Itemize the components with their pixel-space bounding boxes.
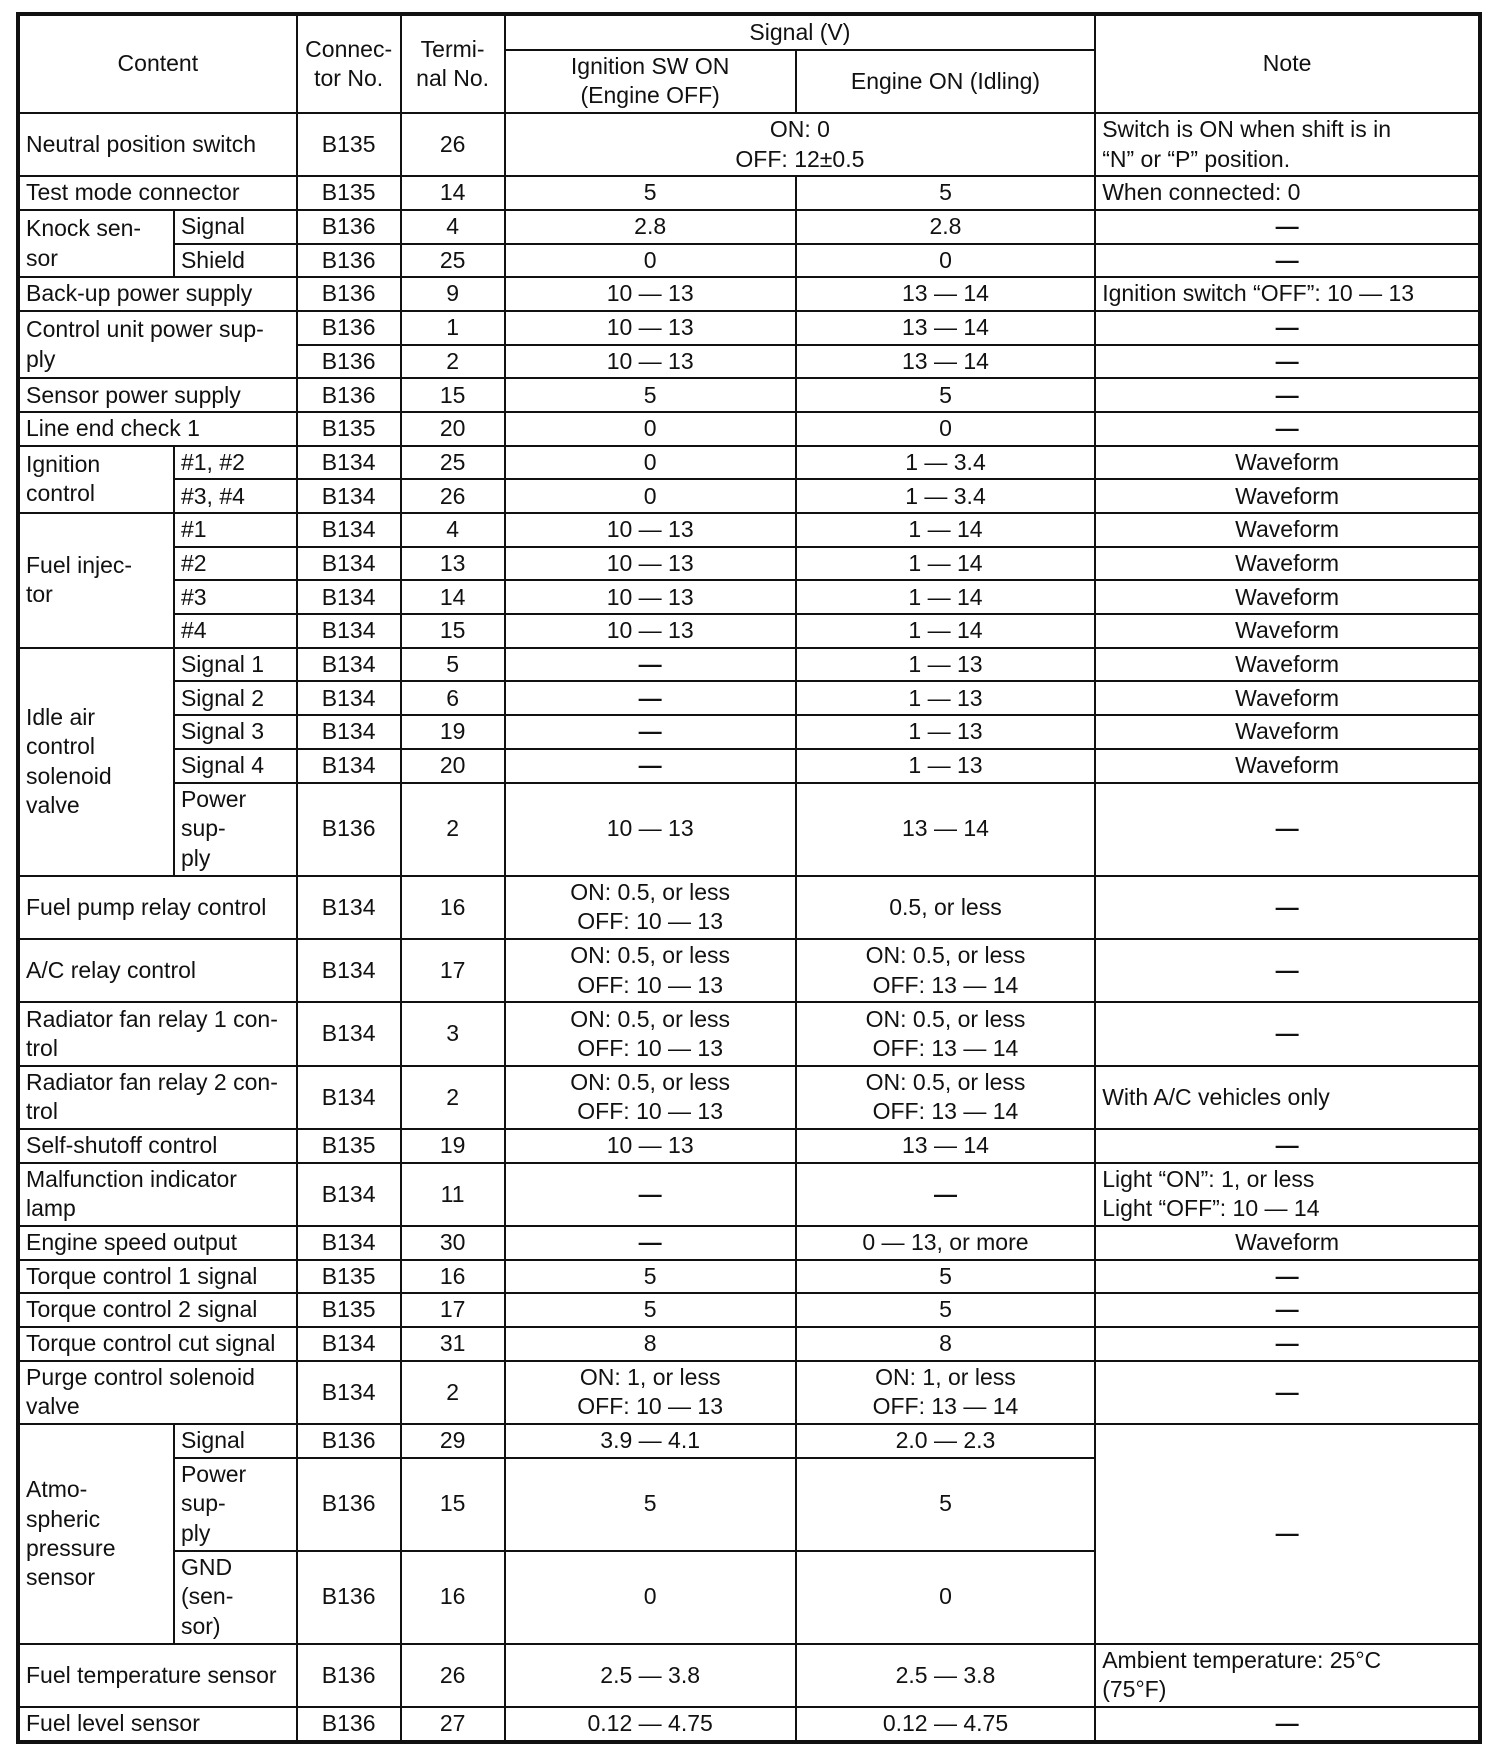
terminal-cell: 2 (401, 345, 505, 379)
table-row (18, 1293, 1480, 1327)
eng-cell: 2.0 — 2.3 (796, 1424, 1095, 1458)
connector-cell: B135 (297, 1260, 401, 1294)
note-cell: — (1095, 1129, 1480, 1163)
table-row (18, 311, 1480, 345)
connector-cell: B136 (297, 311, 401, 345)
ign-cell: 2.8 (505, 210, 796, 244)
terminal-cell: 19 (401, 715, 505, 749)
header-engine-on: Engine ON (Idling) (796, 50, 1095, 113)
eng-cell: 13 — 14 (796, 1129, 1095, 1163)
table-row (18, 580, 1480, 614)
note-cell: Switch is ON when shift is in “N” or “P” position. (1095, 113, 1480, 176)
content-cell: Malfunction indicator lamp (18, 1163, 297, 1226)
terminal-cell: 15 (401, 378, 505, 412)
eng-cell: 1 — 14 (796, 614, 1095, 648)
connector-cell: B136 (297, 210, 401, 244)
sub-content-cell: Power sup- ply (174, 1458, 297, 1551)
content-cell: Self-shutoff control (18, 1129, 297, 1163)
note-cell: — (1095, 244, 1480, 278)
note-cell: — (1095, 1293, 1480, 1327)
eng-cell: 5 (796, 378, 1095, 412)
eng-cell: 0.5, or less (796, 876, 1095, 939)
header-terminal: Termi- nal No. (401, 14, 505, 113)
ign-cell: — (505, 715, 796, 749)
eng-cell: 1 — 13 (796, 715, 1095, 749)
eng-cell: ON: 0.5, or less OFF: 13 — 14 (796, 1002, 1095, 1065)
ign-cell: 2.5 — 3.8 (505, 1644, 796, 1707)
note-cell: Waveform (1095, 681, 1480, 715)
table-row (18, 1066, 1480, 1129)
note-cell: — (1095, 1424, 1480, 1644)
note-cell: Waveform (1095, 1226, 1480, 1260)
table-row (18, 412, 1480, 446)
sub-content-cell: Signal (174, 210, 297, 244)
eng-cell: 0 (796, 1551, 1095, 1644)
eng-cell: 8 (796, 1327, 1095, 1361)
content-cell: Knock sen- sor (18, 210, 174, 277)
table-row (18, 614, 1480, 648)
connector-cell: B135 (297, 176, 401, 210)
table-row (18, 648, 1480, 682)
connector-cell: B134 (297, 580, 401, 614)
content-cell: Back-up power supply (18, 277, 297, 311)
terminal-cell: 15 (401, 614, 505, 648)
connector-cell: B135 (297, 1293, 401, 1327)
content-cell: Purge control solenoid valve (18, 1361, 297, 1424)
eng-cell: 1 — 13 (796, 749, 1095, 783)
sub-content-cell: #3, #4 (174, 479, 297, 513)
eng-cell: 0.12 — 4.75 (796, 1707, 1095, 1742)
ign-cell: ON: 0.5, or less OFF: 10 — 13 (505, 876, 796, 939)
table-row (18, 547, 1480, 581)
table-row (18, 876, 1480, 939)
header-content: Content (18, 14, 297, 113)
note-cell: Ignition switch “OFF”: 10 — 13 (1095, 277, 1480, 311)
sub-content-cell: #1 (174, 513, 297, 547)
terminal-cell: 13 (401, 547, 505, 581)
eng-cell: ON: 0.5, or less OFF: 13 — 14 (796, 939, 1095, 1002)
ign-cell: — (505, 648, 796, 682)
ign-cell: 0 (505, 244, 796, 278)
table-row (18, 1361, 1480, 1424)
content-cell: Torque control 1 signal (18, 1260, 297, 1294)
connector-cell: B136 (297, 1644, 401, 1707)
connector-cell: B136 (297, 345, 401, 379)
eng-cell: 1 — 14 (796, 580, 1095, 614)
table-row (18, 1424, 1480, 1458)
connector-cell: B134 (297, 1163, 401, 1226)
terminal-cell: 26 (401, 1644, 505, 1707)
ign-cell: ON: 0.5, or less OFF: 10 — 13 (505, 939, 796, 1002)
note-cell: When connected: 0 (1095, 176, 1480, 210)
connector-cell: B136 (297, 1707, 401, 1742)
sub-content-cell: Signal (174, 1424, 297, 1458)
ign-cell: 0 (505, 479, 796, 513)
terminal-cell: 14 (401, 176, 505, 210)
content-cell: Radiator fan relay 2 con- trol (18, 1066, 297, 1129)
connector-cell: B134 (297, 715, 401, 749)
ign-cell: ON: 1, or less OFF: 10 — 13 (505, 1361, 796, 1424)
eng-cell: 1 — 13 (796, 681, 1095, 715)
ign-cell: 5 (505, 1260, 796, 1294)
connector-cell: B134 (297, 1327, 401, 1361)
terminal-cell: 4 (401, 513, 505, 547)
terminal-cell: 14 (401, 580, 505, 614)
terminal-cell: 19 (401, 1129, 505, 1163)
eng-cell: 0 (796, 412, 1095, 446)
note-cell: — (1095, 345, 1480, 379)
eng-cell: ON: 1, or less OFF: 13 — 14 (796, 1361, 1095, 1424)
note-cell: — (1095, 1361, 1480, 1424)
sub-content-cell: Signal 1 (174, 648, 297, 682)
ign-cell: — (505, 1163, 796, 1226)
terminal-cell: 9 (401, 277, 505, 311)
eng-cell: 13 — 14 (796, 783, 1095, 876)
terminal-cell: 17 (401, 1293, 505, 1327)
eng-cell: — (796, 1163, 1095, 1226)
content-cell: Torque control 2 signal (18, 1293, 297, 1327)
connector-cell: B134 (297, 1361, 401, 1424)
table-row (18, 1226, 1480, 1260)
table-row (18, 513, 1480, 547)
terminal-cell: 26 (401, 479, 505, 513)
sub-content-cell: #3 (174, 580, 297, 614)
signal-cell: ON: 0 OFF: 12±0.5 (505, 113, 1096, 176)
sub-content-cell: Shield (174, 244, 297, 278)
table-row (18, 681, 1480, 715)
note-cell: — (1095, 939, 1480, 1002)
connector-cell: B134 (297, 1002, 401, 1065)
connector-cell: B134 (297, 876, 401, 939)
ign-cell: 5 (505, 176, 796, 210)
table-row (18, 1707, 1480, 1742)
table-row (18, 749, 1480, 783)
connector-cell: B134 (297, 547, 401, 581)
ign-cell: 10 — 13 (505, 311, 796, 345)
eng-cell: 5 (796, 1293, 1095, 1327)
note-cell: Waveform (1095, 547, 1480, 581)
terminal-cell: 11 (401, 1163, 505, 1226)
content-cell: Ignition control (18, 446, 174, 513)
eng-cell: 13 — 14 (796, 311, 1095, 345)
eng-cell: 5 (796, 176, 1095, 210)
ign-cell: 0 (505, 1551, 796, 1644)
note-cell: Waveform (1095, 580, 1480, 614)
connector-cell: B135 (297, 113, 401, 176)
terminal-cell: 2 (401, 1066, 505, 1129)
content-cell: Fuel injec- tor (18, 513, 174, 648)
content-cell: Neutral position switch (18, 113, 297, 176)
terminal-cell: 1 (401, 311, 505, 345)
note-cell: With A/C vehicles only (1095, 1066, 1480, 1129)
content-cell: Atmo- spheric pressure sensor (18, 1424, 174, 1644)
content-cell: Sensor power supply (18, 378, 297, 412)
ign-cell: 3.9 — 4.1 (505, 1424, 796, 1458)
content-cell: Line end check 1 (18, 412, 297, 446)
eng-cell: 1 — 14 (796, 513, 1095, 547)
ign-cell: 10 — 13 (505, 547, 796, 581)
sub-content-cell: Signal 3 (174, 715, 297, 749)
connector-cell: B136 (297, 1551, 401, 1644)
note-cell: — (1095, 210, 1480, 244)
terminal-cell: 20 (401, 749, 505, 783)
content-cell: Idle air control solenoid valve (18, 648, 174, 876)
ign-cell: 5 (505, 1293, 796, 1327)
terminal-cell: 16 (401, 876, 505, 939)
header-signal: Signal (V) (505, 14, 1096, 50)
sub-content-cell: Power sup- ply (174, 783, 297, 876)
terminal-cell: 16 (401, 1551, 505, 1644)
eng-cell: 5 (796, 1458, 1095, 1551)
note-cell: Waveform (1095, 648, 1480, 682)
note-cell: Waveform (1095, 614, 1480, 648)
terminal-cell: 4 (401, 210, 505, 244)
ign-cell: — (505, 681, 796, 715)
note-cell: — (1095, 783, 1480, 876)
connector-cell: B136 (297, 1424, 401, 1458)
terminal-cell: 29 (401, 1424, 505, 1458)
connector-cell: B135 (297, 412, 401, 446)
ign-cell: — (505, 749, 796, 783)
note-cell: — (1095, 1260, 1480, 1294)
eng-cell: ON: 0.5, or less OFF: 13 — 14 (796, 1066, 1095, 1129)
note-cell: Light “ON”: 1, or less Light “OFF”: 10 — 14 (1095, 1163, 1480, 1226)
connector-cell: B134 (297, 446, 401, 480)
connector-cell: B134 (297, 681, 401, 715)
connector-cell: B134 (297, 1066, 401, 1129)
connector-cell: B135 (297, 1129, 401, 1163)
note-cell: Ambient temperature: 25°C (75°F) (1095, 1644, 1480, 1707)
ign-cell: 10 — 13 (505, 1129, 796, 1163)
connector-cell: B134 (297, 648, 401, 682)
sub-content-cell: Signal 4 (174, 749, 297, 783)
terminal-cell: 27 (401, 1707, 505, 1742)
connector-cell: B134 (297, 513, 401, 547)
connector-cell: B134 (297, 614, 401, 648)
sub-content-cell: #4 (174, 614, 297, 648)
content-cell: Fuel pump relay control (18, 876, 297, 939)
note-cell: Waveform (1095, 749, 1480, 783)
table-row (18, 176, 1480, 210)
eng-cell: 5 (796, 1260, 1095, 1294)
content-cell: Fuel level sensor (18, 1707, 297, 1742)
eng-cell: 13 — 14 (796, 277, 1095, 311)
terminal-cell: 30 (401, 1226, 505, 1260)
ign-cell: 5 (505, 1458, 796, 1551)
note-cell: Waveform (1095, 479, 1480, 513)
terminal-cell: 2 (401, 1361, 505, 1424)
table-row (18, 210, 1480, 244)
connector-cell: B134 (297, 1226, 401, 1260)
table-row (18, 1327, 1480, 1361)
content-cell: A/C relay control (18, 939, 297, 1002)
note-cell: — (1095, 311, 1480, 345)
sub-content-cell: #1, #2 (174, 446, 297, 480)
connector-cell: B136 (297, 783, 401, 876)
terminal-cell: 16 (401, 1260, 505, 1294)
content-cell: Control unit power sup- ply (18, 311, 297, 378)
content-cell: Fuel temperature sensor (18, 1644, 297, 1707)
content-cell: Torque control cut signal (18, 1327, 297, 1361)
terminal-cell: 25 (401, 244, 505, 278)
content-cell: Test mode connector (18, 176, 297, 210)
table-row (18, 1644, 1480, 1707)
sub-content-cell: #2 (174, 547, 297, 581)
table-row (18, 1260, 1480, 1294)
table-row (18, 1002, 1480, 1065)
terminal-cell: 20 (401, 412, 505, 446)
connector-cell: B134 (297, 749, 401, 783)
ign-cell: 10 — 13 (505, 580, 796, 614)
ign-cell: ON: 0.5, or less OFF: 10 — 13 (505, 1066, 796, 1129)
content-cell: Radiator fan relay 1 con- trol (18, 1002, 297, 1065)
terminal-cell: 17 (401, 939, 505, 1002)
ign-cell: — (505, 1226, 796, 1260)
eng-cell: 2.8 (796, 210, 1095, 244)
table-row (18, 479, 1480, 513)
ign-cell: 0.12 — 4.75 (505, 1707, 796, 1742)
terminal-cell: 2 (401, 783, 505, 876)
table-row (18, 446, 1480, 480)
note-cell: — (1095, 1707, 1480, 1742)
signal-table (16, 12, 1482, 1744)
connector-cell: B136 (297, 1458, 401, 1551)
eng-cell: 13 — 14 (796, 345, 1095, 379)
ign-cell: 10 — 13 (505, 614, 796, 648)
table-row (18, 113, 1480, 176)
terminal-cell: 3 (401, 1002, 505, 1065)
ign-cell: 0 (505, 446, 796, 480)
eng-cell: 1 — 3.4 (796, 479, 1095, 513)
terminal-cell: 6 (401, 681, 505, 715)
connector-cell: B136 (297, 277, 401, 311)
terminal-cell: 5 (401, 648, 505, 682)
header-connector: Connec- tor No. (297, 14, 401, 113)
ign-cell: 10 — 13 (505, 277, 796, 311)
ign-cell: 10 — 13 (505, 513, 796, 547)
table-row (18, 715, 1480, 749)
note-cell: Waveform (1095, 715, 1480, 749)
table-row (18, 244, 1480, 278)
connector-cell: B136 (297, 378, 401, 412)
ign-cell: 5 (505, 378, 796, 412)
eng-cell: 0 (796, 244, 1095, 278)
header-note: Note (1095, 14, 1480, 113)
ign-cell: 8 (505, 1327, 796, 1361)
table-row (18, 1129, 1480, 1163)
header-ign-on: Ignition SW ON (Engine OFF) (505, 50, 796, 113)
terminal-cell: 31 (401, 1327, 505, 1361)
table-row (18, 1163, 1480, 1226)
connector-cell: B136 (297, 244, 401, 278)
table-row (18, 939, 1480, 1002)
note-cell: — (1095, 1002, 1480, 1065)
eng-cell: 0 — 13, or more (796, 1226, 1095, 1260)
terminal-cell: 25 (401, 446, 505, 480)
note-cell: Waveform (1095, 446, 1480, 480)
sub-content-cell: Signal 2 (174, 681, 297, 715)
eng-cell: 2.5 — 3.8 (796, 1644, 1095, 1707)
terminal-cell: 15 (401, 1458, 505, 1551)
note-cell: — (1095, 412, 1480, 446)
table-row (18, 378, 1480, 412)
terminal-cell: 26 (401, 113, 505, 176)
table-row (18, 277, 1480, 311)
table-row (18, 783, 1480, 876)
ign-cell: 10 — 13 (505, 783, 796, 876)
sub-content-cell: GND (sen- sor) (174, 1551, 297, 1644)
connector-cell: B134 (297, 939, 401, 1002)
eng-cell: 1 — 3.4 (796, 446, 1095, 480)
note-cell: — (1095, 1327, 1480, 1361)
ign-cell: 0 (505, 412, 796, 446)
note-cell: — (1095, 378, 1480, 412)
ign-cell: ON: 0.5, or less OFF: 10 — 13 (505, 1002, 796, 1065)
eng-cell: 1 — 14 (796, 547, 1095, 581)
note-cell: Waveform (1095, 513, 1480, 547)
eng-cell: 1 — 13 (796, 648, 1095, 682)
connector-cell: B134 (297, 479, 401, 513)
note-cell: — (1095, 876, 1480, 939)
content-cell: Engine speed output (18, 1226, 297, 1260)
ign-cell: 10 — 13 (505, 345, 796, 379)
